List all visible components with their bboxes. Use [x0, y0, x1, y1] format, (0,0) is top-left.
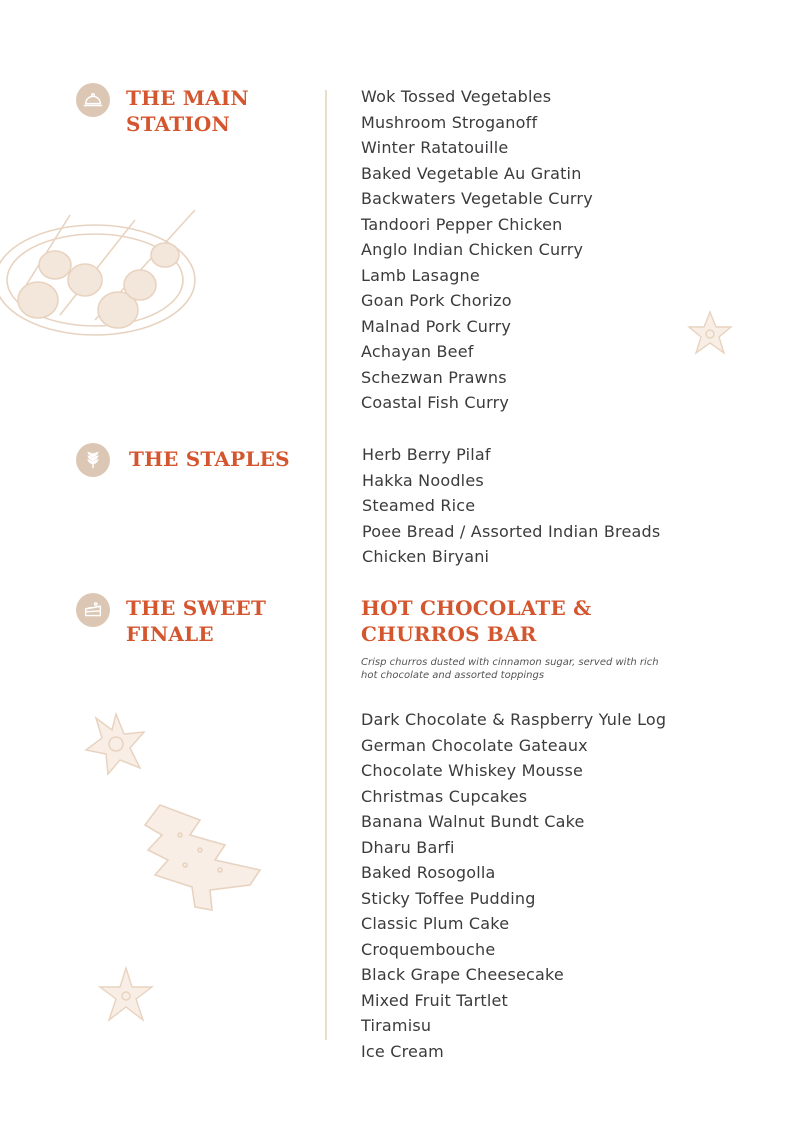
menu-item: Steamed Rice [362, 496, 476, 515]
menu-item: Chicken Biryani [362, 547, 490, 566]
star-anise-icon [686, 310, 734, 362]
menu-item: Mushroom Stroganoff [361, 112, 538, 132]
menu-item: Black Grape Cheesecake [361, 965, 564, 984]
christmas-tree-cookie-illustration [140, 795, 272, 919]
menu-item: Chocolate Whiskey Mousse [361, 761, 584, 780]
menu-item: Baked Rosogolla [361, 863, 496, 882]
section-title-sweet-finale: THE SWEET FINALE [126, 596, 267, 646]
menu-item: Dharu Barfi [361, 837, 455, 857]
column-divider [325, 90, 327, 1040]
menu-item: Tiramisu [361, 1016, 432, 1035]
menu-item: Baked Vegetable Au Gratin [361, 163, 582, 183]
menu-item: Sticky Toffee Pudding [361, 888, 536, 908]
cake-slice-icon [76, 593, 110, 627]
menu-item: Goan Pork Chorizo [361, 291, 512, 310]
menu-item: Achayan Beef [361, 342, 474, 361]
staples-menu-list [362, 442, 660, 570]
menu-item: German Chocolate Gateaux [361, 735, 588, 755]
main-station-menu-list [361, 84, 593, 416]
menu-item: Ice Cream [361, 1041, 444, 1061]
menu-item: Wok Tossed Vegetables [361, 87, 552, 106]
cloche-icon [76, 83, 110, 117]
hot-chocolate-bar-title: HOT CHOCOLATE & CHURROS BAR [361, 596, 592, 646]
menu-item: Christmas Cupcakes [361, 786, 528, 806]
menu-item: Winter Ratatouille [361, 138, 509, 157]
skewers-plate-illustration [0, 205, 200, 344]
menu-item: Herb Berry Pilaf [362, 445, 491, 464]
menu-item: Coastal Fish Curry [361, 393, 510, 412]
menu-item: Backwaters Vegetable Curry [361, 189, 593, 208]
sweet-finale-menu-list [361, 707, 666, 1064]
menu-item: Tandoori Pepper Chicken [361, 214, 563, 234]
section-title-main-station: THE MAIN STATION [126, 86, 249, 136]
menu-item: Dark Chocolate & Raspberry Yule Log [361, 710, 667, 729]
menu-item: Classic Plum Cake [361, 914, 510, 933]
menu-item: Schezwan Prawns [361, 367, 507, 387]
menu-item: Poee Bread / Assorted Indian Breads [362, 521, 661, 541]
star-anise-icon [96, 966, 156, 1030]
section-title-staples: THE STAPLES [129, 447, 290, 471]
hot-chocolate-bar-description: Crisp churros dusted with cinnamon sugar, served with rich hot chocolate and assorted toppings [361, 657, 659, 681]
menu-item: Malnad Pork Curry [361, 316, 512, 336]
menu-item: Lamb Lasagne [361, 265, 480, 285]
menu-item: Banana Walnut Bundt Cake [361, 812, 585, 831]
menu-item: Anglo Indian Chicken Curry [361, 240, 584, 259]
menu-item: Croquembouche [361, 939, 496, 959]
snowflake-cookie-illustration [84, 712, 148, 780]
wheat-icon [76, 443, 110, 477]
menu-item: Mixed Fruit Tartlet [361, 990, 509, 1010]
menu-item: Hakka Noodles [362, 470, 484, 490]
